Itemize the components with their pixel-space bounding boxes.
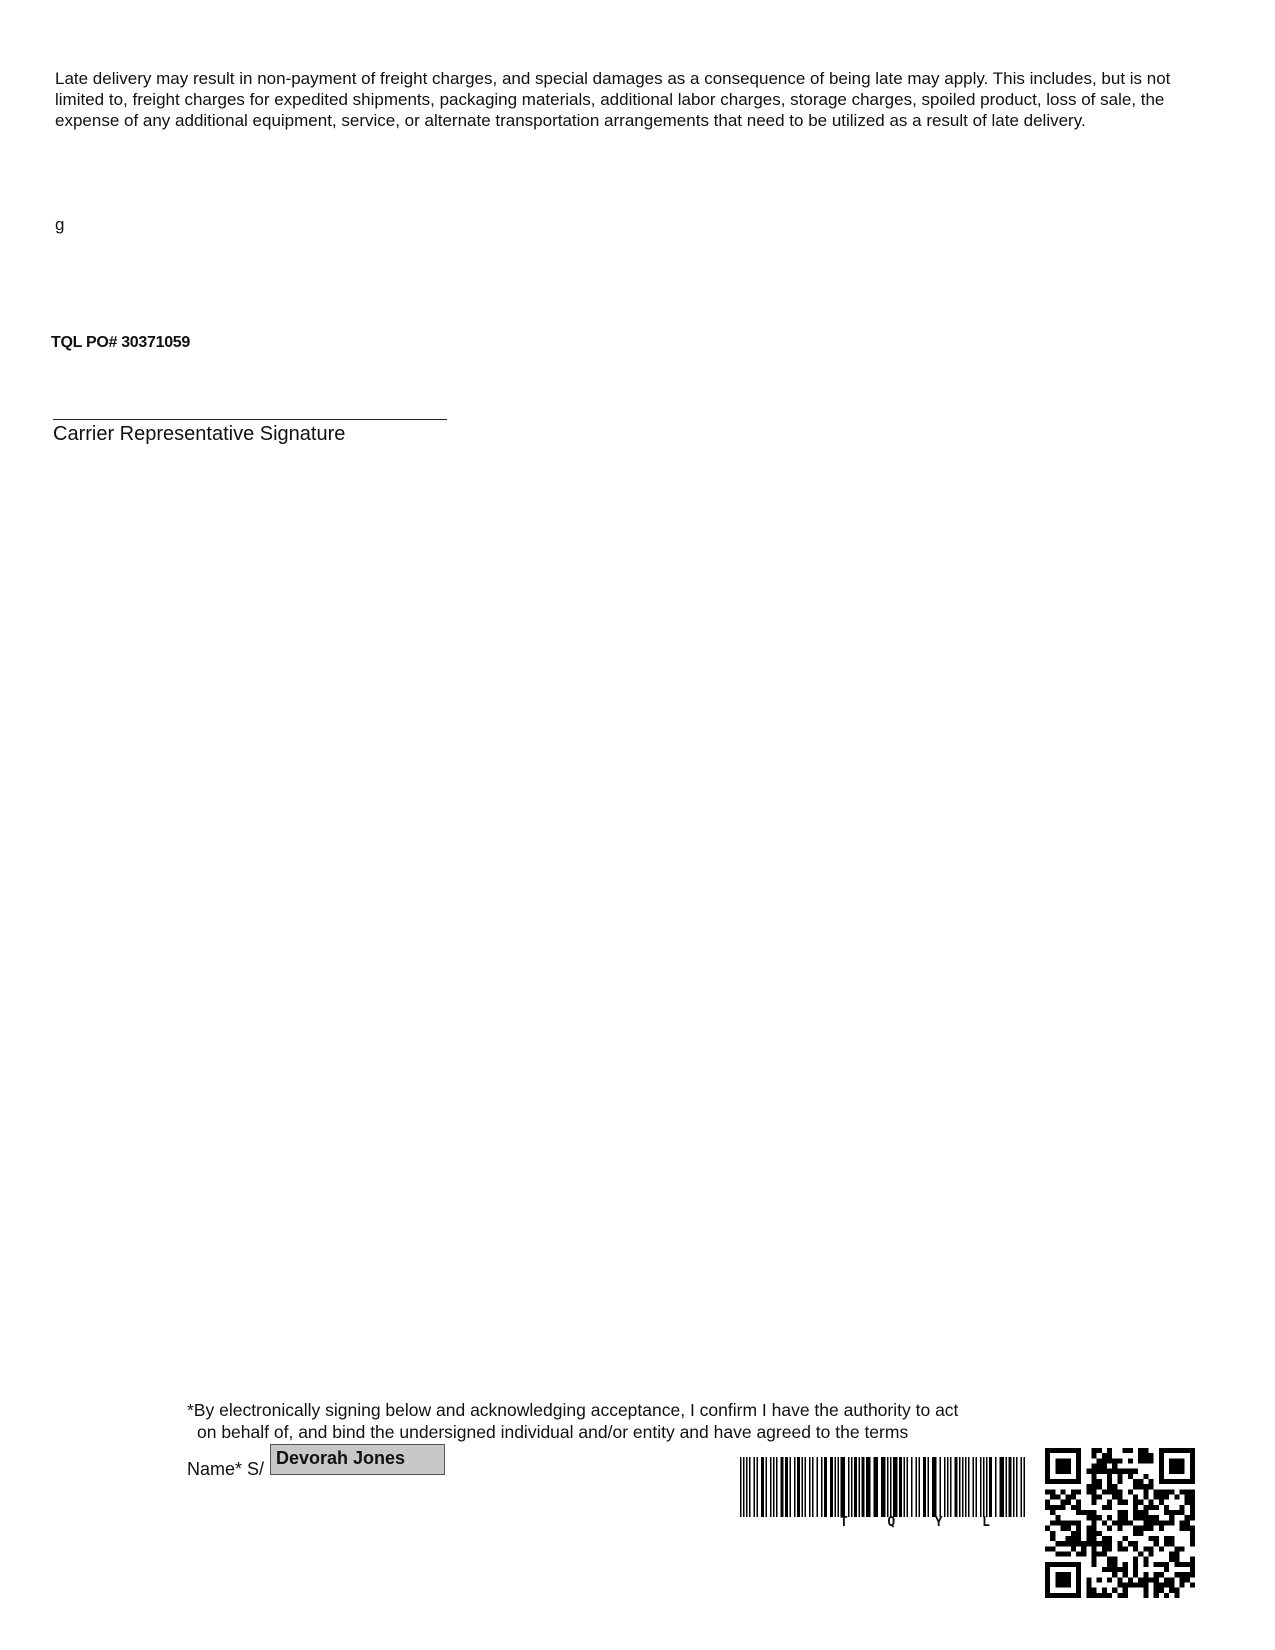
name-label: Name* S/ bbox=[187, 1459, 265, 1479]
late-delivery-terms: Late delivery may result in non-payment of freight charges, and special damages as a consequence of being late may apply. This includes, but is not limited to, freight charges for expedited shipments, packaging materials, additional labor charges, storage charges, spoiled product, loss of sale, the expense of any additional equipment, service, or alternate transportation arrangements that need to be utilized as a result of late delivery. bbox=[55, 69, 1171, 130]
barcode-char: L bbox=[982, 1515, 990, 1530]
name-signature-field[interactable]: Devorah Jones bbox=[270, 1444, 445, 1475]
stray-character: g bbox=[55, 215, 65, 234]
barcode-char: Y bbox=[934, 1515, 943, 1530]
po-number: TQL PO# 30371059 bbox=[51, 334, 190, 351]
acceptance-line-2: on behalf of, and bind the undersigned individual and/or entity and have agreed to the terms bbox=[197, 1422, 909, 1442]
acceptance-statement bbox=[187, 1399, 1047, 1443]
acceptance-line-1: *By electronically signing below and acknowledging acceptance, I confirm I have the authority to act bbox=[187, 1400, 959, 1420]
barcode-char: T bbox=[840, 1515, 848, 1530]
signature-label: Carrier Representative Signature bbox=[53, 423, 346, 445]
barcode-caption bbox=[840, 1515, 990, 1530]
barcode-char: Q bbox=[887, 1515, 896, 1530]
barcode-image bbox=[740, 1457, 1026, 1517]
signature-line bbox=[53, 419, 447, 420]
qr-code-image bbox=[1045, 1448, 1195, 1598]
